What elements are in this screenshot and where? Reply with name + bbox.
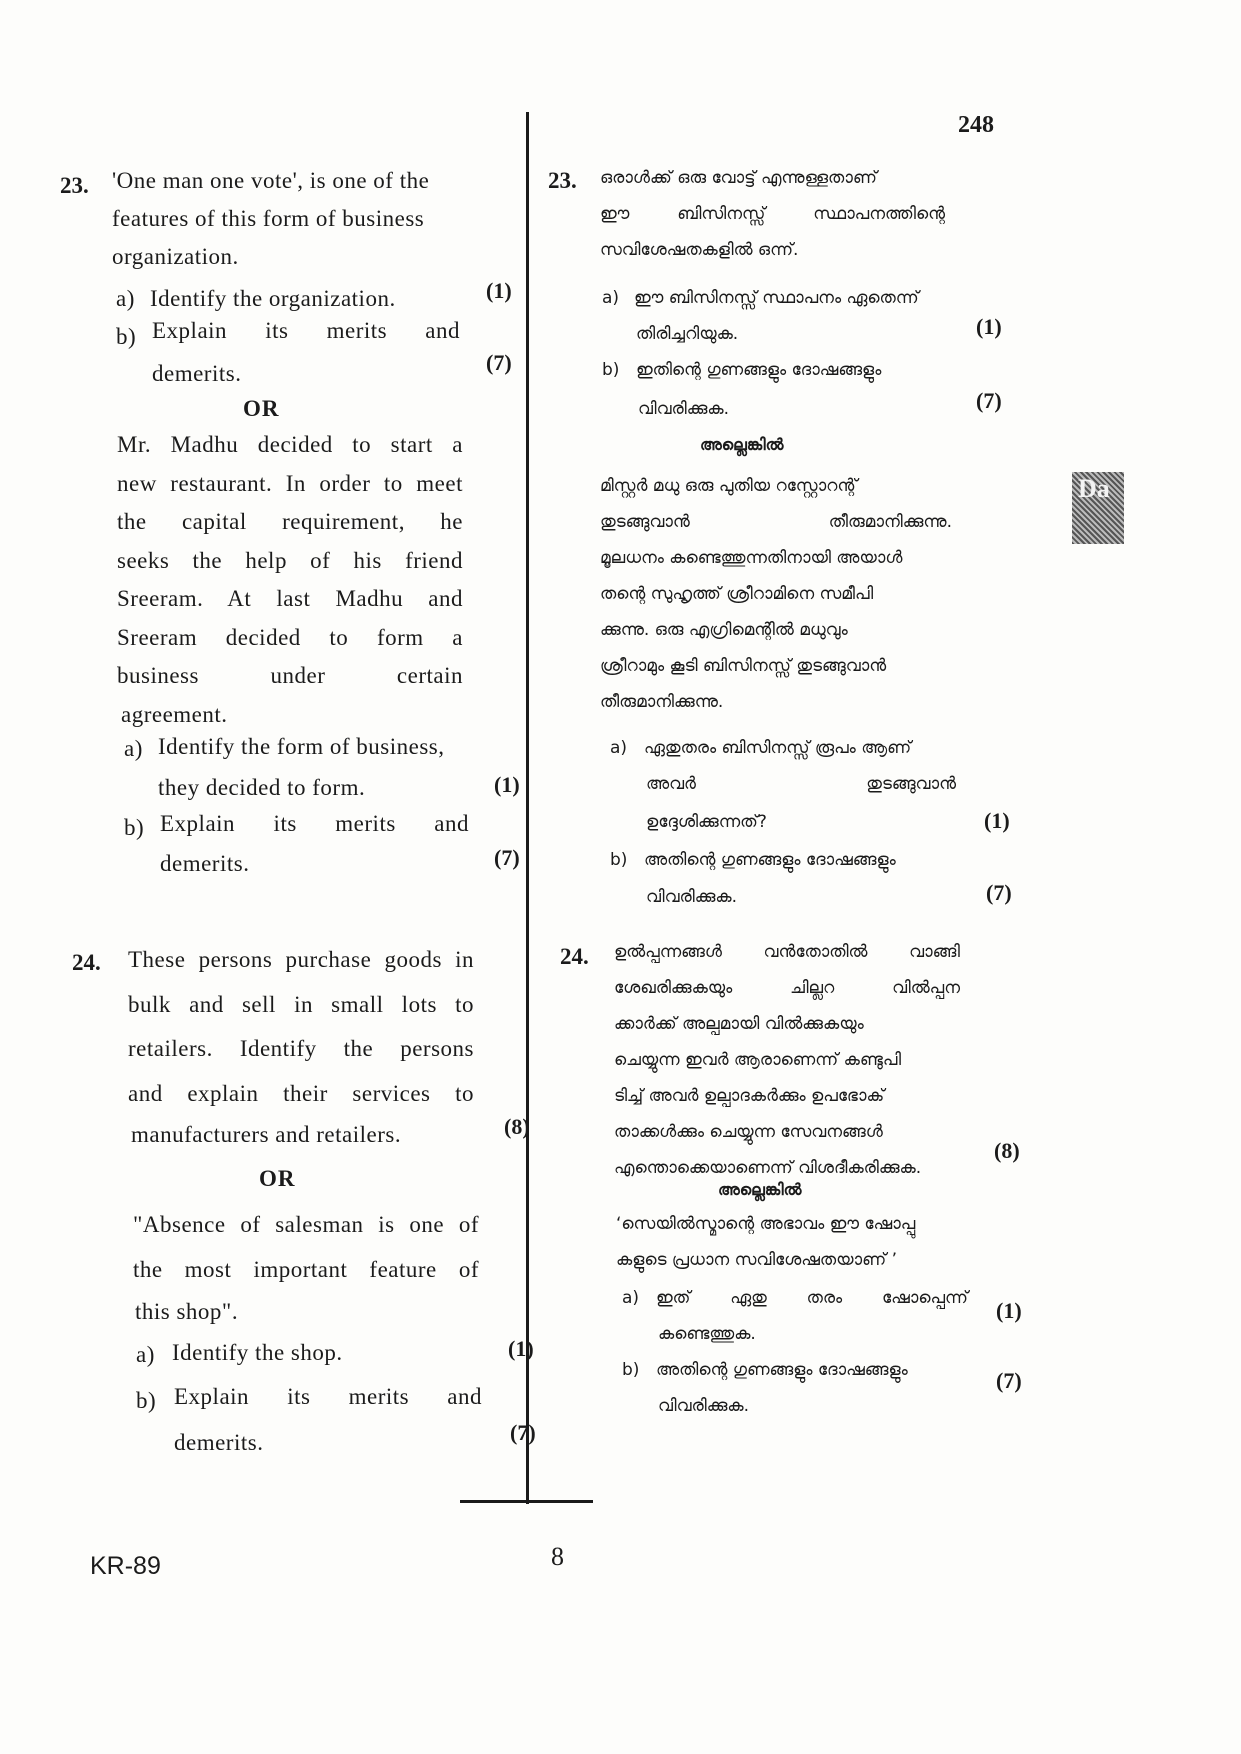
option-text: അവർ തുടങ്ങുവാൻ [646, 774, 956, 794]
mark: (1) [984, 808, 1010, 833]
mark: (1) [486, 278, 512, 303]
option-label: a) [136, 1342, 155, 1367]
or-separator: OR [243, 396, 280, 421]
mark: (8) [994, 1138, 1020, 1163]
option-label: a) [116, 286, 135, 311]
option-text: വിവരിക്കുക. [646, 887, 738, 907]
option-text: Identify the shop. [172, 1340, 343, 1365]
scenario-text: മിസ്റ്റർ മധു ഒരു പുതിയ റസ്റ്റോറന്റ് തുടങ്ങുവാൻ തീരുമാനിക്കുന്നു. മൂലധനം കണ്ടെത്തുന്നതിനായി അയാൾ തന്റെ സുഹൃത്ത് ശ്രീറാമിനെ സമീപി ക്കുന്നു. ഒരു എഗ്രിമെന്റിൽ മധുവും ശ്രീറാമും കൂടി ബിസിനസ്സ് തുടങ്ങുവാൻ തീരുമാനിക്കുന്നു. [600, 476, 952, 712]
option-text: വിവരിക്കുക. [638, 399, 730, 419]
option-label: b) [622, 1360, 640, 1380]
page-number: 248 [958, 112, 994, 138]
bottom-rule [460, 1500, 593, 1503]
scenario-text: "Absence of salesman is one of the most important feature of [133, 1212, 479, 1282]
option-label: b) [124, 815, 145, 840]
mark: (1) [976, 314, 1002, 339]
option-text: ഈ ബിസിനസ്സ് സ്ഥാപനം ഏതെന്ന് [634, 288, 919, 308]
scenario-text-end: agreement. [121, 702, 228, 727]
option-text: വിവരിക്കുക. [658, 1396, 750, 1416]
question-number: 23. [60, 173, 89, 198]
option-label: a) [622, 1288, 640, 1308]
option-label: a) [124, 736, 143, 761]
option-text: ഏതുതരം ബിസിനസ്സ് രൂപം ആണ് [644, 738, 912, 758]
question-number: 23. [548, 168, 577, 193]
scenario-text: ‘സെയിൽസ്മാന്റെ അഭാവം ഈ ഷോപ്പു കളുടെ പ്രധാന സവിശേഷതയാണ് ’ [616, 1214, 916, 1270]
option-label: b) [136, 1388, 157, 1413]
option-text: demerits. [174, 1430, 264, 1455]
option-text: കണ്ടെത്തുക. [658, 1324, 756, 1344]
option-text: Explain its merits and [174, 1384, 482, 1409]
paper-code: KR-89 [90, 1552, 161, 1580]
option-label: b) [610, 850, 628, 870]
footer-page-number: 8 [551, 1542, 564, 1571]
scenario-text: Mr. Madhu decided to start a new restaurant. In order to meet the capital requirement, he seeks the help of his friend Sreeram. At last Madhu and Sreeram decided to form a business under certain [117, 432, 463, 688]
option-label: b) [602, 360, 620, 380]
mark: (7) [486, 350, 512, 375]
option-text: Explain its merits and [160, 811, 469, 836]
option-label: a) [610, 738, 628, 758]
option-text: Identify the form of business, [158, 734, 445, 759]
question-text: ഉൽപ്പന്നങ്ങൾ വൻതോതിൽ വാങ്ങി ശേഖരിക്കുകയും ചില്ലറ വിൽപ്പന ക്കാർക്ക് അല്പമായി വിൽക്കുകയും ചെയ്യുന്ന ഇവർ ആരാണെന്ന് കണ്ടുപി ടിച്ച് അവർ ഉല്പാദകർക്കും ഉപഭോക് താക്കൾക്കും ചെയ്യുന്ന സേവനങ്ങൾ എന്തൊക്കെയാണെന്ന് വിശദീകരിക്കുക. [614, 942, 960, 1178]
option-text: അതിന്റെ ഗുണങ്ങളും ദോഷങ്ങളും [644, 850, 896, 870]
option-text: Explain its merits and [152, 318, 460, 343]
question-text-end: manufacturers and retailers. [131, 1122, 402, 1147]
mark: (7) [976, 388, 1002, 413]
or-separator: OR [259, 1166, 296, 1191]
mark: (1) [508, 1336, 534, 1361]
option-text: ഇതിന്റെ ഗുണങ്ങളും ദോഷങ്ങളും [636, 360, 882, 380]
mark: (7) [996, 1368, 1022, 1393]
option-label: b) [116, 324, 137, 349]
option-text: demerits. [160, 851, 250, 876]
question-number: 24. [560, 944, 589, 969]
mark: (8) [504, 1114, 530, 1139]
option-text: Identify the organization. [150, 286, 396, 311]
option-text: they decided to form. [158, 775, 366, 800]
scenario-text-end: this shop". [135, 1299, 239, 1324]
option-text: ഉദ്ദേശിക്കുന്നത്? [646, 812, 767, 832]
or-separator: അല്ലെങ്കിൽ [700, 435, 784, 454]
question-text: ഒരാൾക്ക് ഒരു വോട്ട് എന്നുള്ളതാണ് ഈ ബിസിനസ്സ് സ്ഥാപനത്തിന്റെ സവിശേഷതകളിൽ ഒന്ന്. [600, 168, 945, 260]
mark: (7) [986, 880, 1012, 905]
or-separator: അല്ലെങ്കിൽ [718, 1180, 802, 1199]
question-number: 24. [72, 950, 101, 975]
column-divider [526, 112, 529, 1504]
question-text: 'One man one vote', is one of the features of this form of business organization. [112, 168, 430, 269]
option-text: തിരിച്ചറിയുക. [636, 324, 739, 344]
option-text: അതിന്റെ ഗുണങ്ങളും ദോഷങ്ങളും [656, 1360, 908, 1380]
question-text: These persons purchase goods in bulk and sell in small lots to retailers. Identify the persons and explain their services to [128, 947, 474, 1106]
option-label: a) [602, 288, 620, 308]
section-tab: Da [1072, 472, 1124, 544]
mark: (7) [510, 1420, 536, 1445]
mark: (1) [996, 1298, 1022, 1323]
option-text: demerits. [152, 361, 242, 386]
mark: (1) [494, 772, 520, 797]
mark: (7) [494, 845, 520, 870]
option-text: ഇത് ഏതു തരം ഷോപ്പെന്ന് [656, 1288, 968, 1308]
